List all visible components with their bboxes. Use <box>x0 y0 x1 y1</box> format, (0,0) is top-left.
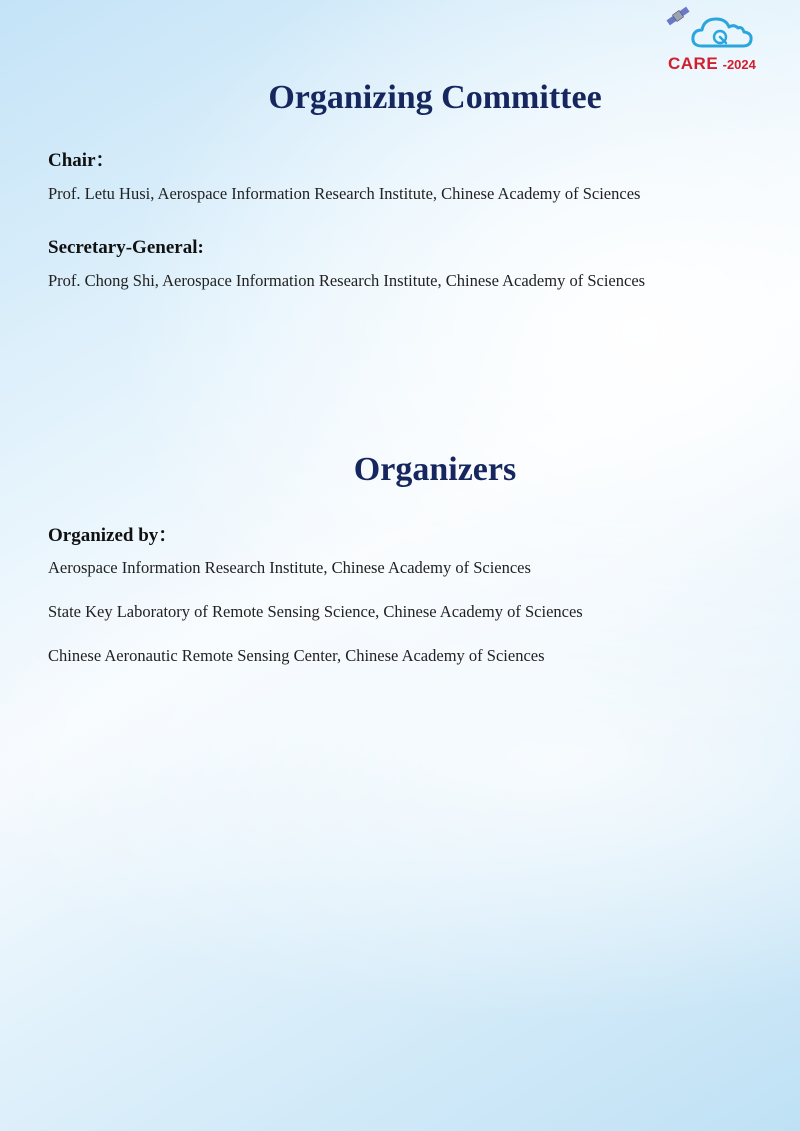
logo-name: CARE <box>668 54 719 73</box>
satellite-cloud-icon <box>664 6 772 56</box>
organized-by-label: Organized by： <box>48 525 178 546</box>
organizers-title: Organizers <box>353 451 517 488</box>
secretary-general-name: Prof. Chong Shi, Aerospace Information Research Institute, Chinese Academy of Sciences <box>48 271 646 290</box>
logo-year: -2024 <box>722 57 756 72</box>
chair-label: Chair： <box>48 150 115 171</box>
secretary-general-label: Secretary-General: <box>48 237 204 258</box>
organizer-item: Chinese Aeronautic Remote Sensing Center, Chinese Academy of Sciences <box>48 646 545 665</box>
organizer-item: Aerospace Information Research Institute, Chinese Academy of Sciences <box>48 558 531 577</box>
chair-name: Prof. Letu Husi, Aerospace Information Research Institute, Chinese Academy of Sciences <box>48 184 641 203</box>
care-2024-logo <box>664 6 772 74</box>
organizer-item: State Key Laboratory of Remote Sensing Science, Chinese Academy of Sciences <box>48 602 583 621</box>
logo-wordmark <box>668 54 756 74</box>
organizing-committee-title: Organizing Committee <box>268 79 602 116</box>
